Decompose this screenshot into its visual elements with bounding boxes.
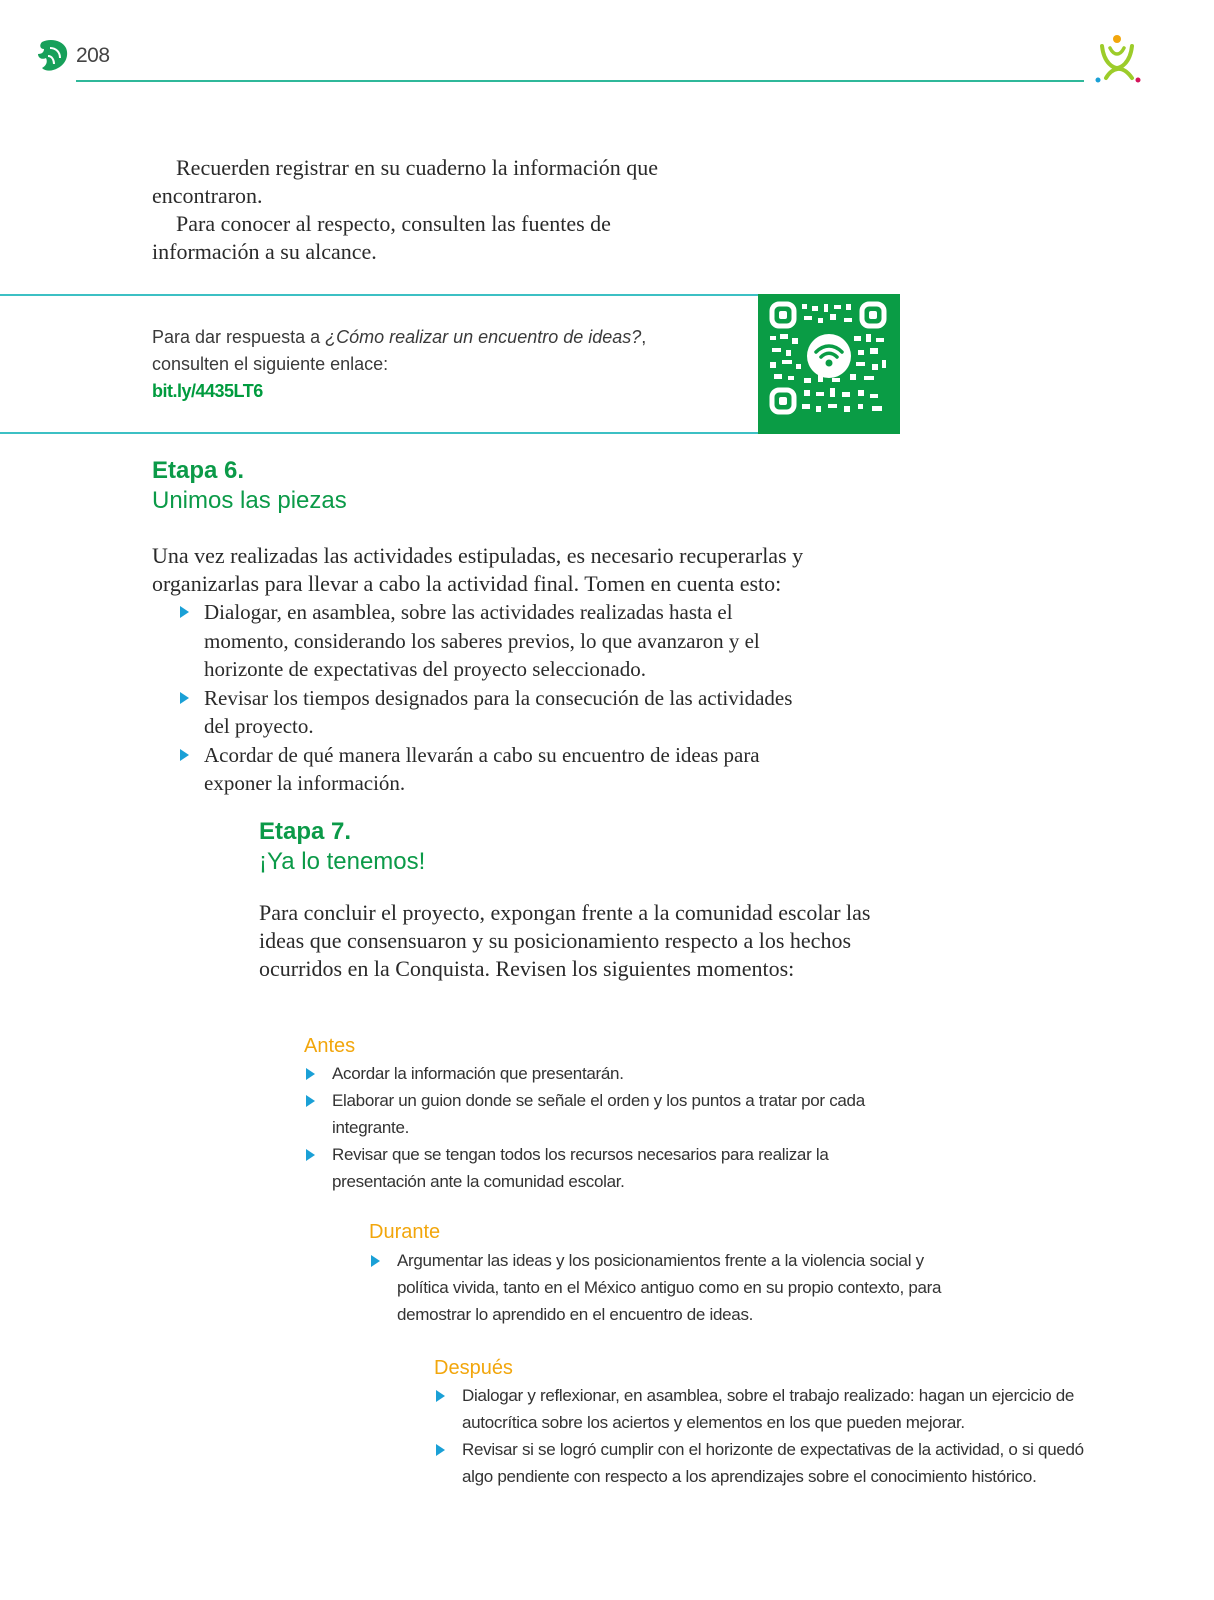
intro-text xyxy=(152,154,672,266)
durante-heading: Durante xyxy=(369,1221,441,1243)
list-item-text: Acordar la información que presentarán. xyxy=(332,1064,624,1083)
header-rule xyxy=(76,80,1084,82)
stage6-intro: Una vez realizadas las actividades estipuladas, es necesario recuperarlas y organizarlas para llevar a cabo la actividad final. Tomen en cuenta esto: xyxy=(152,543,804,596)
qr-code-icon[interactable] xyxy=(758,294,900,434)
list-item-text: Revisar si se logró cumplir con el horizonte de expectativas de la actividad, o si quedó algo pendiente con respecto a los aprendizajes sobre el conocimiento histórico. xyxy=(462,1440,1084,1486)
bullet-arrow-icon xyxy=(306,1149,315,1161)
list-item-text: Dialogar y reflexionar, en asamblea, sobre el trabajo realizado: hagan un ejercicio de autocrítica sobre los aciertos y elementos en los que pueden mejorar. xyxy=(462,1386,1075,1432)
stage6-heading xyxy=(152,456,347,516)
list-item-text: Dialogar, en asamblea, sobre las actividades realizadas hasta el momento, considerando los saberes previos, lo que avanzaron y el horizonte de expectativas del proyecto seleccionado. xyxy=(204,600,760,681)
bullet-arrow-icon xyxy=(306,1068,315,1080)
bullet-arrow-icon xyxy=(180,606,189,618)
list-item-text: Acordar de qué manera llevarán a cabo su encuentro de ideas para exponer la información. xyxy=(204,742,760,795)
link-box-text xyxy=(152,324,712,405)
stage6-list xyxy=(178,598,818,798)
list-item xyxy=(178,741,818,798)
intro-paragraph: Para conocer al respecto, consulten las fuentes de información a su alcance. xyxy=(152,211,611,264)
stage7-heading xyxy=(259,817,425,877)
stage6-subtitle: Unimos las piezas xyxy=(152,487,347,514)
list-item xyxy=(434,1436,1084,1490)
list-item xyxy=(369,1247,969,1328)
antes-heading: Antes xyxy=(304,1035,356,1057)
bullet-arrow-icon xyxy=(180,692,189,704)
leaf-logo-icon xyxy=(36,38,70,74)
list-item xyxy=(304,1141,884,1195)
durante-list xyxy=(369,1247,969,1328)
list-item-text: Revisar que se tengan todos los recursos necesarios para realizar la presentación ante la comunidad escolar. xyxy=(332,1145,829,1191)
despues-heading: Después xyxy=(434,1357,513,1379)
bullet-arrow-icon xyxy=(306,1095,315,1107)
bullet-arrow-icon xyxy=(371,1255,380,1267)
list-item xyxy=(434,1382,1084,1436)
list-item xyxy=(178,598,818,684)
link-text-italic: ¿Cómo realizar un encuentro de ideas? xyxy=(325,327,642,347)
list-item xyxy=(304,1060,884,1087)
bullet-arrow-icon xyxy=(180,749,189,761)
link-text-before: Para dar respuesta a xyxy=(152,327,326,347)
list-item-text: Elaborar un guion donde se señale el orden y los puntos a tratar por cada integrante. xyxy=(332,1091,865,1137)
list-item-text: Argumentar las ideas y los posicionamientos frente a la violencia social y política vivida, tanto en el México antiguo como en su propio contexto, para demostrar lo aprendido en el encuentro de ideas. xyxy=(397,1251,942,1324)
stage7-title: Etapa 7. xyxy=(259,818,352,845)
bullet-arrow-icon xyxy=(436,1444,445,1456)
qr-code-graphic xyxy=(758,294,900,434)
link-box-top-rule xyxy=(0,294,758,296)
list-item xyxy=(178,684,818,741)
page-number: 208 xyxy=(76,44,110,67)
person-emblem-icon xyxy=(1092,34,1142,86)
stage6-title: Etapa 6. xyxy=(152,457,245,484)
bullet-arrow-icon xyxy=(436,1390,445,1402)
list-item-text: Revisar los tiempos designados para la consecución de las actividades del proyecto. xyxy=(204,685,793,738)
list-item xyxy=(304,1087,884,1141)
link-box-bottom-rule xyxy=(0,432,758,434)
link-text-after: , consulten el siguiente enlace: xyxy=(152,327,647,374)
antes-list xyxy=(304,1060,884,1195)
stage7-intro: Para concluir el proyecto, expongan frente a la comunidad escolar las ideas que consensuaron y su posicionamiento respecto a los hechos ocurridos en la Conquista. Revisen los siguientes momentos: xyxy=(259,900,871,981)
despues-list xyxy=(434,1382,1084,1490)
stage7-subtitle: ¡Ya lo tenemos! xyxy=(259,848,426,875)
intro-paragraph: Recuerden registrar en su cuaderno la información que encontraron. xyxy=(152,155,658,208)
resource-link[interactable]: bit.ly/4435LT6 xyxy=(152,381,263,401)
